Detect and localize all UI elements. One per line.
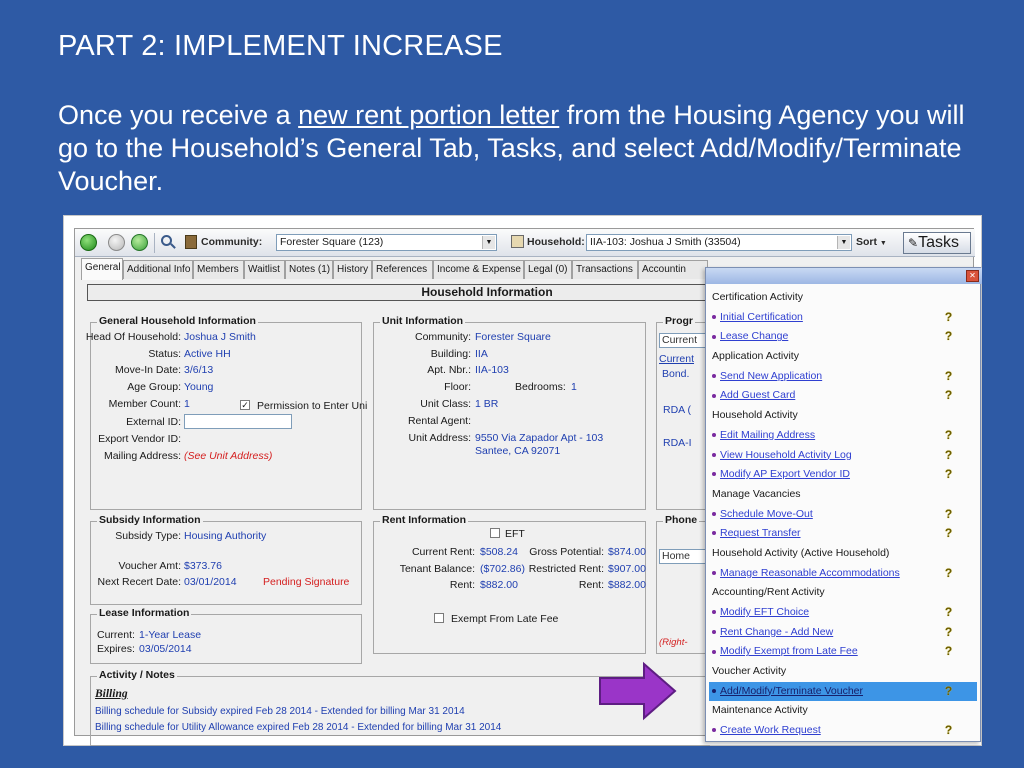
help-icon[interactable]: ? — [944, 723, 953, 738]
tab-references[interactable]: References — [372, 260, 433, 279]
permission-checkbox[interactable]: ✓ — [241, 400, 249, 410]
household-icon — [511, 235, 524, 248]
task-category: Manage Vacancies — [712, 487, 801, 500]
phone-right-click-hint: (Right- — [659, 637, 688, 648]
help-icon[interactable]: ? — [944, 388, 953, 403]
sort-label: Sort — [856, 236, 877, 248]
chevron-down-icon[interactable]: ▼ — [482, 236, 495, 249]
unit-information-group — [373, 315, 646, 510]
head-of-household-label: Head Of Household: — [85, 331, 181, 343]
rent-value: $882.00 — [480, 579, 518, 591]
exempt-late-fee-label: Exempt From Late Fee — [451, 613, 559, 625]
tab-waitlist[interactable]: Waitlist — [244, 260, 285, 279]
rent-value-2: $882.00 — [608, 579, 646, 591]
next-recert-label: Next Recert Date: — [97, 576, 181, 588]
activity-notes-title: Activity / Notes — [99, 669, 175, 681]
task-item[interactable] — [709, 603, 977, 623]
task-item[interactable] — [709, 623, 977, 643]
close-icon[interactable]: ✕ — [966, 270, 979, 282]
task-link[interactable]: Rent Change - Add New — [720, 625, 834, 638]
unit-information-title: Unit Information — [382, 315, 464, 327]
building-label: Building: — [430, 348, 471, 360]
task-item[interactable] — [709, 465, 977, 485]
program-bond-link[interactable]: Bond. — [662, 368, 690, 380]
body-pre: Once you receive a — [58, 100, 299, 130]
sort-button[interactable] — [856, 236, 887, 248]
bedrooms-value: 1 — [571, 381, 577, 393]
exempt-late-fee-checkbox[interactable] — [434, 613, 444, 623]
subsidy-information-title: Subsidy Information — [99, 514, 201, 526]
task-link[interactable]: Modify AP Export Vendor ID — [720, 468, 850, 481]
community-select-value: Forester Square (123) — [280, 236, 384, 248]
voucher-amount-value: $373.76 — [184, 560, 222, 572]
apt-number-label: Apt. Nbr.: — [427, 364, 471, 376]
bullet-icon — [712, 512, 716, 516]
task-item[interactable] — [709, 327, 977, 347]
community-label: Community: — [201, 236, 263, 248]
bullet-icon — [712, 472, 716, 476]
tab-legal[interactable]: Legal (0) — [524, 260, 572, 279]
tab-income-expense[interactable]: Income & Expense — [433, 260, 524, 279]
lease-current-label: Current: — [97, 629, 135, 641]
mailing-address-label: Mailing Address: — [103, 450, 181, 462]
billing-heading: Billing — [95, 688, 128, 700]
task-category: Application Activity — [712, 350, 799, 363]
task-item[interactable] — [709, 721, 977, 741]
task-link[interactable]: Edit Mailing Address — [720, 428, 816, 441]
restricted-rent-value: $907.00 — [608, 563, 646, 575]
task-link[interactable]: Manage Reasonable Accommodations — [720, 566, 900, 579]
voucher-amount-label: Voucher Amt: — [118, 560, 181, 572]
task-link[interactable]: Initial Certification — [720, 310, 803, 323]
tab-notes[interactable]: Notes (1) — [285, 260, 333, 279]
mailing-address-value: (See Unit Address) — [184, 450, 273, 462]
help-icon[interactable]: ? — [944, 605, 953, 619]
tenant-balance-value: ($702.86) — [480, 563, 525, 575]
rent-label-2: Rent: — [578, 579, 604, 591]
sort-dropdown-icon: ▼ — [879, 240, 887, 247]
building-value: IIA — [475, 348, 488, 360]
body-link-text: new rent portion letter — [298, 100, 560, 130]
bullet-icon — [712, 315, 716, 319]
rental-agent-label: Rental Agent: — [407, 415, 471, 427]
activity-note: Billing schedule for Utility Allowance expired Feb 28 2014 - Extended for billing Mar 31 2014 — [95, 722, 502, 733]
help-icon[interactable]: ? — [944, 644, 953, 659]
phone-type-select[interactable]: Home — [659, 549, 711, 564]
task-item[interactable] — [709, 367, 977, 387]
household-information-header: Household Information — [87, 284, 887, 301]
help-icon[interactable]: ? — [944, 329, 953, 344]
next-recert-value: 03/01/2014 — [184, 576, 237, 588]
bullet-icon — [712, 335, 716, 339]
household-select-value: IIA-103: Joshua J Smith (33504) — [590, 236, 741, 248]
toolbar-divider — [154, 233, 155, 253]
lease-information-title: Lease Information — [99, 607, 190, 619]
lease-expires-label: Expires: — [97, 643, 135, 655]
unit-address-label: Unit Address: — [408, 432, 471, 444]
task-link[interactable]: Modify EFT Choice — [720, 606, 810, 618]
permission-label: Permission to Enter Uni — [257, 400, 368, 412]
back-icon[interactable] — [80, 234, 97, 251]
unit-address-line2: Santee, CA 92071 — [475, 445, 561, 457]
tab-members[interactable]: Members — [193, 260, 244, 279]
program-select[interactable]: Current — [659, 333, 711, 348]
tasks-panel — [705, 267, 981, 742]
tab-history[interactable]: History — [333, 260, 372, 279]
subsidy-type-label: Subsidy Type: — [115, 530, 181, 542]
bullet-icon — [712, 610, 716, 614]
help-icon[interactable]: ? — [944, 683, 953, 698]
unit-class-label: Unit Class: — [420, 398, 471, 410]
program-current-link[interactable]: Current — [659, 353, 695, 365]
household-select[interactable] — [586, 234, 852, 251]
tasks-panel-header — [706, 268, 982, 284]
task-item[interactable] — [709, 386, 977, 406]
body-post: from the Housing Agency you will go to the Household’s General Tab, Tasks, and select Add/Modify/Terminate Voucher. — [58, 100, 965, 196]
unit-address-line1: 9550 Via Zapador Apt - 103 — [475, 432, 604, 444]
task-link[interactable]: Send New Application — [720, 369, 823, 382]
bullet-icon — [712, 728, 716, 732]
apt-number-value: IIA-103 — [475, 364, 509, 376]
head-of-household-value: Joshua J Smith — [184, 331, 256, 343]
task-item[interactable] — [709, 426, 977, 446]
subsidy-information-group — [90, 514, 362, 605]
task-link[interactable]: View Household Activity Log — [720, 448, 852, 461]
bullet-icon — [712, 374, 716, 378]
unit-community-label: Community: — [414, 331, 471, 343]
program-rdai-link[interactable]: RDA-I — [663, 437, 692, 449]
bullet-icon — [712, 630, 716, 634]
help-icon[interactable]: ? — [944, 624, 953, 639]
member-count-value: 1 — [184, 398, 190, 410]
bullet-icon — [712, 689, 716, 693]
age-group-value: Young — [184, 381, 214, 393]
help-icon[interactable]: ? — [944, 526, 953, 541]
rent-label: Rent: — [449, 579, 475, 591]
program-title: Progr — [665, 315, 694, 327]
eft-label: EFT — [505, 528, 525, 540]
arrow-shape — [600, 664, 675, 718]
forward-icon[interactable] — [108, 234, 125, 251]
task-category: Certification Activity — [712, 291, 804, 303]
external-id-field[interactable] — [184, 414, 292, 429]
gross-potential-value: $874.00 — [608, 546, 646, 558]
bullet-icon — [712, 571, 716, 575]
floor-label: Floor: — [444, 381, 471, 393]
slide-title: PART 2: IMPLEMENT INCREASE — [58, 30, 503, 62]
task-link[interactable]: Create Work Request — [720, 724, 821, 737]
phone-title: Phone — [665, 514, 698, 526]
member-count-label: Member Count: — [108, 398, 181, 410]
help-icon[interactable]: ? — [944, 368, 953, 383]
tenant-balance-label: Tenant Balance: — [399, 563, 475, 575]
current-rent-value: $508.24 — [480, 546, 518, 558]
help-icon[interactable]: ? — [944, 309, 953, 324]
help-icon[interactable]: ? — [944, 467, 953, 482]
task-item[interactable] — [709, 682, 977, 702]
general-household-group — [85, 315, 368, 510]
rent-information-group — [373, 514, 646, 654]
task-category: Accounting/Rent Activity — [712, 586, 825, 599]
help-icon[interactable]: ? — [944, 506, 953, 521]
highlight-arrow — [598, 662, 678, 720]
tab-accounting[interactable]: Accountin — [638, 260, 708, 279]
tasks-label: Tasks — [918, 234, 959, 251]
community-icon — [185, 235, 197, 249]
task-link[interactable]: Request Transfer — [720, 527, 801, 540]
lease-expires-value: 03/05/2014 — [139, 643, 192, 655]
help-icon[interactable]: ? — [944, 427, 953, 442]
task-item[interactable] — [709, 505, 977, 525]
community-select[interactable] — [276, 234, 497, 251]
screenshot-frame — [63, 215, 982, 746]
help-icon[interactable]: ? — [944, 447, 953, 462]
task-link[interactable]: Add/Modify/Terminate Voucher — [720, 684, 863, 697]
unit-community-value: Forester Square — [475, 331, 551, 343]
export-vendor-label: Export Vendor ID: — [98, 433, 181, 445]
bullet-icon — [712, 453, 716, 457]
bedrooms-label: Bedrooms: — [515, 381, 566, 393]
household-label: Household: — [527, 236, 585, 248]
bullet-icon — [712, 394, 716, 398]
status-value: Active HH — [184, 348, 231, 360]
slide-body — [58, 99, 988, 198]
tasks-button[interactable] — [903, 232, 971, 254]
app-window — [74, 228, 974, 736]
task-item[interactable] — [709, 642, 977, 662]
help-icon[interactable]: ? — [944, 565, 953, 580]
task-category: Household Activity — [712, 409, 798, 422]
task-category: Voucher Activity — [712, 665, 787, 678]
refresh-icon[interactable] — [131, 234, 148, 251]
tab-general[interactable]: General — [81, 258, 123, 280]
external-id-label: External ID: — [126, 416, 181, 428]
move-in-label: Move-In Date: — [115, 364, 181, 376]
gross-potential-label: Gross Potential: — [529, 546, 604, 558]
eft-checkbox[interactable] — [490, 528, 500, 538]
task-category: Maintenance Activity — [712, 704, 808, 717]
age-group-label: Age Group: — [127, 381, 181, 393]
toolbar — [75, 229, 975, 257]
lease-current-value: 1-Year Lease — [139, 629, 202, 641]
tasks-list — [709, 288, 977, 741]
activity-note: Billing schedule for Subsidy expired Feb 28 2014 - Extended for billing Mar 31 2014 — [95, 706, 465, 717]
bullet-icon — [712, 433, 716, 437]
bullet-icon — [712, 650, 716, 654]
task-link[interactable]: Modify Exempt from Late Fee — [720, 645, 858, 658]
task-item[interactable] — [709, 564, 977, 584]
tasks-icon: ✎ — [908, 236, 919, 250]
rent-information-title: Rent Information — [382, 514, 466, 526]
task-category: Household Activity (Active Household) — [712, 546, 890, 559]
task-item[interactable] — [709, 446, 977, 466]
lease-information-group — [90, 607, 362, 664]
program-rda-link[interactable]: RDA ( — [663, 404, 692, 416]
task-item[interactable] — [709, 524, 977, 544]
pending-signature-status: Pending Signature — [263, 576, 350, 588]
restricted-rent-label: Restricted Rent: — [528, 563, 604, 575]
task-link[interactable]: Lease Change — [720, 330, 789, 343]
move-in-value: 3/6/13 — [184, 364, 214, 376]
general-household-title: General Household Information — [99, 315, 256, 327]
unit-class-value: 1 BR — [475, 398, 499, 410]
tab-transactions[interactable]: Transactions — [572, 260, 638, 279]
current-rent-label: Current Rent: — [411, 546, 475, 558]
search-icon-handle — [170, 243, 176, 249]
task-link[interactable]: Add Guest Card — [720, 389, 796, 402]
bullet-icon — [712, 531, 716, 535]
status-label: Status: — [148, 348, 181, 360]
chevron-down-icon[interactable]: ▼ — [837, 236, 850, 249]
task-item[interactable] — [709, 308, 977, 328]
tab-additional-info[interactable]: Additional Info — [123, 260, 193, 279]
task-link[interactable]: Schedule Move-Out — [720, 507, 813, 520]
subsidy-type-value: Housing Authority — [184, 530, 267, 542]
